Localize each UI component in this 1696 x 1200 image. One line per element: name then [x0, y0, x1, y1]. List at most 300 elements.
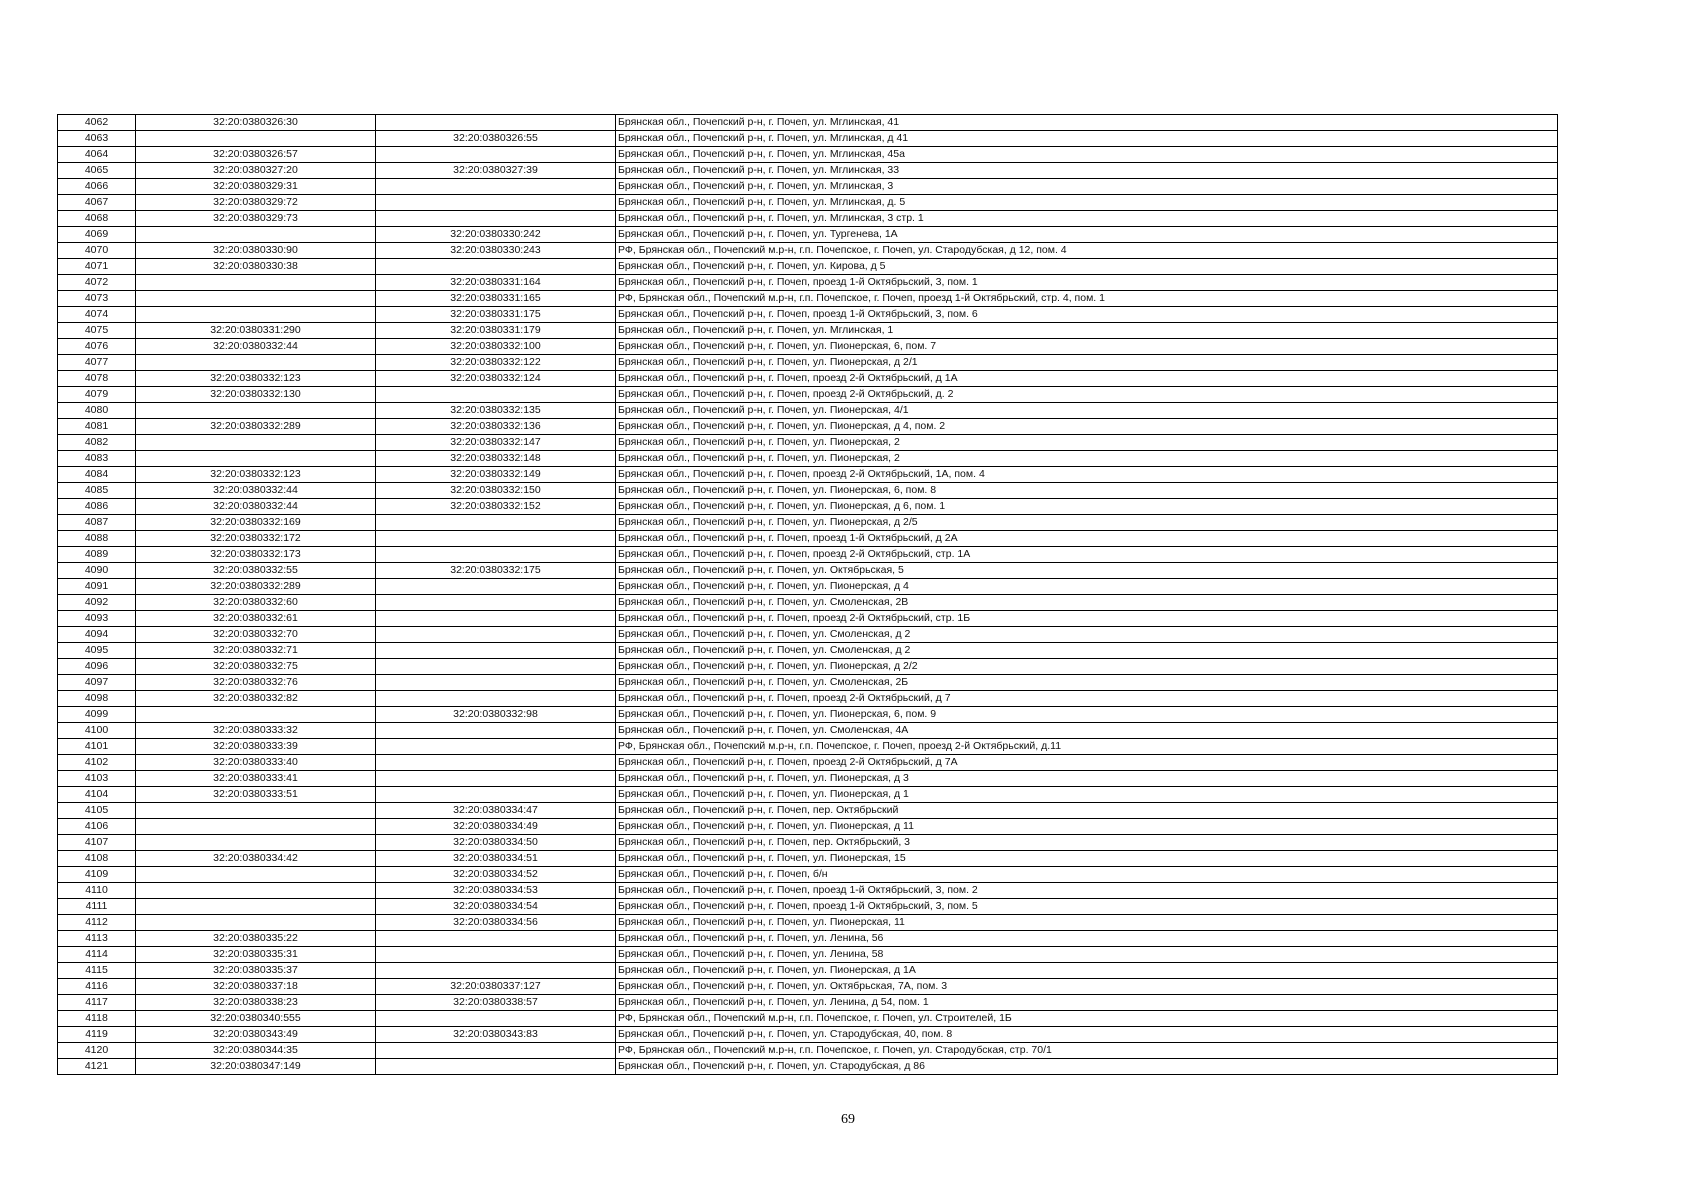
table-row: [58, 867, 1558, 883]
address-cell: РФ, Брянская обл., Почепский м.р-н, г.п. Почепское, г. Почеп, проезд 2-й Октябрьский, д.11: [616, 739, 1558, 755]
row-number-cell: 4116: [58, 979, 136, 995]
address-cell: Брянская обл., Почепский р-н, г. Почеп, ул. Смоленская, 4А: [616, 723, 1558, 739]
row-number-cell: 4063: [58, 131, 136, 147]
table-row: [58, 707, 1558, 723]
row-number-cell: 4107: [58, 835, 136, 851]
address-cell: Брянская обл., Почепский р-н, г. Почеп, проезд 2-й Октябрьский, стр. 1А: [616, 547, 1558, 563]
cadastral-number-parcel-cell: 32:20:0380344:35: [136, 1043, 376, 1059]
table-row: [58, 995, 1558, 1011]
address-cell: Брянская обл., Почепский р-н, г. Почеп, ул. Тургенева, 1А: [616, 227, 1558, 243]
table-row: [58, 515, 1558, 531]
row-number-cell: 4117: [58, 995, 136, 1011]
cadastral-number-parcel-cell: 32:20:0380327:20: [136, 163, 376, 179]
cadastral-number-building-cell: [376, 147, 616, 163]
address-cell: Брянская обл., Почепский р-н, г. Почеп, ул. Мглинская, 3: [616, 179, 1558, 195]
cadastral-number-building-cell: 32:20:0380331:179: [376, 323, 616, 339]
row-number-cell: 4113: [58, 931, 136, 947]
table-row: [58, 947, 1558, 963]
table-row: [58, 1043, 1558, 1059]
table-row: [58, 547, 1558, 563]
table-row: [58, 851, 1558, 867]
address-cell: Брянская обл., Почепский р-н, г. Почеп, ул. Мглинская, 3 стр. 1: [616, 211, 1558, 227]
row-number-cell: 4081: [58, 419, 136, 435]
address-cell: Брянская обл., Почепский р-н, г. Почеп, проезд 1-й Октябрьский, 3, пом. 5: [616, 899, 1558, 915]
cadastral-number-parcel-cell: 32:20:0380332:82: [136, 691, 376, 707]
row-number-cell: 4090: [58, 563, 136, 579]
cadastral-number-building-cell: [376, 755, 616, 771]
cadastral-number-building-cell: [376, 931, 616, 947]
table-row: [58, 403, 1558, 419]
cadastral-number-building-cell: [376, 1011, 616, 1027]
cadastral-number-parcel-cell: [136, 435, 376, 451]
cadastral-number-building-cell: 32:20:0380332:124: [376, 371, 616, 387]
table-row: [58, 307, 1558, 323]
cadastral-number-building-cell: [376, 787, 616, 803]
row-number-cell: 4089: [58, 547, 136, 563]
cadastral-number-parcel-cell: 32:20:0380332:123: [136, 467, 376, 483]
address-cell: Брянская обл., Почепский р-н, г. Почеп, проезд 1-й Октябрьский, д 2А: [616, 531, 1558, 547]
row-number-cell: 4071: [58, 259, 136, 275]
cadastral-number-parcel-cell: 32:20:0380333:51: [136, 787, 376, 803]
table-row: [58, 291, 1558, 307]
cadastral-number-parcel-cell: [136, 899, 376, 915]
table-row: [58, 611, 1558, 627]
row-number-cell: 4073: [58, 291, 136, 307]
cadastral-number-parcel-cell: 32:20:0380334:42: [136, 851, 376, 867]
row-number-cell: 4112: [58, 915, 136, 931]
cadastral-number-parcel-cell: 32:20:0380335:22: [136, 931, 376, 947]
row-number-cell: 4091: [58, 579, 136, 595]
row-number-cell: 4085: [58, 483, 136, 499]
address-cell: Брянская обл., Почепский р-н, г. Почеп, ул. Пионерская, д 4: [616, 579, 1558, 595]
table-row: [58, 803, 1558, 819]
table-row: [58, 979, 1558, 995]
table-row: [58, 675, 1558, 691]
table-row: [58, 419, 1558, 435]
cadastral-number-parcel-cell: [136, 883, 376, 899]
cadastral-number-building-cell: 32:20:0380332:150: [376, 483, 616, 499]
table-row: [58, 899, 1558, 915]
address-cell: Брянская обл., Почепский р-н, г. Почеп, ул. Пионерская, д 6, пом. 1: [616, 499, 1558, 515]
cadastral-number-parcel-cell: 32:20:0380329:73: [136, 211, 376, 227]
row-number-cell: 4079: [58, 387, 136, 403]
row-number-cell: 4111: [58, 899, 136, 915]
address-cell: Брянская обл., Почепский р-н, г. Почеп, ул. Пионерская, 6, пом. 7: [616, 339, 1558, 355]
table-row: [58, 195, 1558, 211]
table-row: [58, 659, 1558, 675]
row-number-cell: 4097: [58, 675, 136, 691]
cadastral-number-building-cell: 32:20:0380330:243: [376, 243, 616, 259]
table-row: [58, 179, 1558, 195]
row-number-cell: 4068: [58, 211, 136, 227]
cadastral-number-building-cell: 32:20:0380332:122: [376, 355, 616, 371]
address-cell: Брянская обл., Почепский р-н, г. Почеп, проезд 1-й Октябрьский, 3, пом. 1: [616, 275, 1558, 291]
row-number-cell: 4100: [58, 723, 136, 739]
cadastral-number-parcel-cell: [136, 275, 376, 291]
cadastral-number-parcel-cell: [136, 835, 376, 851]
cadastral-number-building-cell: [376, 211, 616, 227]
row-number-cell: 4093: [58, 611, 136, 627]
cadastral-number-building-cell: [376, 771, 616, 787]
table-row: [58, 211, 1558, 227]
cadastral-number-building-cell: [376, 1043, 616, 1059]
table-row: [58, 771, 1558, 787]
address-cell: Брянская обл., Почепский р-н, г. Почеп, ул. Пионерская, 2: [616, 451, 1558, 467]
cadastral-number-parcel-cell: 32:20:0380332:75: [136, 659, 376, 675]
cadastral-number-building-cell: [376, 195, 616, 211]
cadastral-number-building-cell: 32:20:0380331:164: [376, 275, 616, 291]
address-cell: Брянская обл., Почепский р-н, г. Почеп, ул. Пионерская, д 2/1: [616, 355, 1558, 371]
address-cell: Брянская обл., Почепский р-н, г. Почеп, ул. Пионерская, д 2/2: [616, 659, 1558, 675]
cadastral-number-parcel-cell: 32:20:0380347:149: [136, 1059, 376, 1075]
address-cell: Брянская обл., Почепский р-н, г. Почеп, ул. Кирова, д 5: [616, 259, 1558, 275]
address-cell: Брянская обл., Почепский р-н, г. Почеп, ул. Ленина, 56: [616, 931, 1558, 947]
table-row: [58, 435, 1558, 451]
cadastral-number-parcel-cell: 32:20:0380332:289: [136, 419, 376, 435]
cadastral-number-parcel-cell: 32:20:0380335:37: [136, 963, 376, 979]
row-number-cell: 4077: [58, 355, 136, 371]
address-cell: Брянская обл., Почепский р-н, г. Почеп, ул. Пионерская, д 4, пом. 2: [616, 419, 1558, 435]
cadastral-number-building-cell: 32:20:0380334:51: [376, 851, 616, 867]
row-number-cell: 4106: [58, 819, 136, 835]
address-cell: Брянская обл., Почепский р-н, г. Почеп, пер. Октябрьский, 3: [616, 835, 1558, 851]
row-number-cell: 4067: [58, 195, 136, 211]
cadastral-number-building-cell: 32:20:0380334:50: [376, 835, 616, 851]
row-number-cell: 4065: [58, 163, 136, 179]
row-number-cell: 4080: [58, 403, 136, 419]
table-row: [58, 963, 1558, 979]
row-number-cell: 4105: [58, 803, 136, 819]
cadastral-number-building-cell: [376, 675, 616, 691]
cadastral-number-building-cell: [376, 947, 616, 963]
row-number-cell: 4098: [58, 691, 136, 707]
address-cell: Брянская обл., Почепский р-н, г. Почеп, проезд 2-й Октябрьский, д 7А: [616, 755, 1558, 771]
cadastral-number-parcel-cell: [136, 227, 376, 243]
address-cell: Брянская обл., Почепский р-н, г. Почеп, проезд 1-й Октябрьский, 3, пом. 2: [616, 883, 1558, 899]
cadastral-number-building-cell: [376, 1059, 616, 1075]
cadastral-number-parcel-cell: 32:20:0380332:61: [136, 611, 376, 627]
table-row: [58, 323, 1558, 339]
address-cell: Брянская обл., Почепский р-н, г. Почеп, ул. Пионерская, 4/1: [616, 403, 1558, 419]
table-row: [58, 691, 1558, 707]
table-row: [58, 931, 1558, 947]
cadastral-number-building-cell: 32:20:0380332:135: [376, 403, 616, 419]
cadastral-number-building-cell: 32:20:0380334:52: [376, 867, 616, 883]
address-cell: Брянская обл., Почепский р-н, г. Почеп, ул. Мглинская, д 41: [616, 131, 1558, 147]
cadastral-number-building-cell: 32:20:0380330:242: [376, 227, 616, 243]
address-cell: Брянская обл., Почепский р-н, г. Почеп, проезд 2-й Октябрьский, д 7: [616, 691, 1558, 707]
address-cell: Брянская обл., Почепский р-н, г. Почеп, ул. Смоленская, 2В: [616, 595, 1558, 611]
cadastral-number-parcel-cell: 32:20:0380333:41: [136, 771, 376, 787]
cadastral-number-building-cell: 32:20:0380334:53: [376, 883, 616, 899]
cadastral-number-building-cell: [376, 259, 616, 275]
cadastral-number-building-cell: [376, 963, 616, 979]
cadastral-number-building-cell: 32:20:0380331:175: [376, 307, 616, 323]
row-number-cell: 4088: [58, 531, 136, 547]
cadastral-number-building-cell: [376, 179, 616, 195]
cadastral-number-parcel-cell: 32:20:0380332:44: [136, 483, 376, 499]
address-cell: РФ, Брянская обл., Почепский м.р-н, г.п. Почепское, г. Почеп, проезд 1-й Октябрьский, стр. 4, пом. 1: [616, 291, 1558, 307]
table-row: [58, 339, 1558, 355]
address-cell: Брянская обл., Почепский р-н, г. Почеп, ул. Пионерская, д 3: [616, 771, 1558, 787]
table-row: [58, 483, 1558, 499]
row-number-cell: 4069: [58, 227, 136, 243]
table-row: [58, 163, 1558, 179]
address-cell: Брянская обл., Почепский р-н, г. Почеп, ул. Пионерская, 15: [616, 851, 1558, 867]
cadastral-number-parcel-cell: [136, 307, 376, 323]
address-cell: Брянская обл., Почепский р-н, г. Почеп, ул. Мглинская, д. 5: [616, 195, 1558, 211]
table-row: [58, 755, 1558, 771]
row-number-cell: 4103: [58, 771, 136, 787]
cadastral-number-parcel-cell: 32:20:0380332:55: [136, 563, 376, 579]
cadastral-number-building-cell: [376, 627, 616, 643]
address-cell: Брянская обл., Почепский р-н, г. Почеп, проезд 2-й Октябрьский, д 1А: [616, 371, 1558, 387]
cadastral-number-parcel-cell: 32:20:0380332:173: [136, 547, 376, 563]
cadastral-number-parcel-cell: 32:20:0380332:70: [136, 627, 376, 643]
cadastral-number-parcel-cell: [136, 131, 376, 147]
cadastral-number-parcel-cell: 32:20:0380332:123: [136, 371, 376, 387]
row-number-cell: 4086: [58, 499, 136, 515]
address-cell: Брянская обл., Почепский р-н, г. Почеп, б/н: [616, 867, 1558, 883]
row-number-cell: 4096: [58, 659, 136, 675]
cadastral-number-building-cell: 32:20:0380332:136: [376, 419, 616, 435]
cadastral-number-building-cell: 32:20:0380334:49: [376, 819, 616, 835]
table-row: [58, 883, 1558, 899]
row-number-cell: 4072: [58, 275, 136, 291]
row-number-cell: 4074: [58, 307, 136, 323]
cadastral-number-parcel-cell: 32:20:0380332:76: [136, 675, 376, 691]
row-number-cell: 4095: [58, 643, 136, 659]
cadastral-number-parcel-cell: [136, 915, 376, 931]
cadastral-number-building-cell: 32:20:0380326:55: [376, 131, 616, 147]
table-row: [58, 739, 1558, 755]
table-row: [58, 451, 1558, 467]
table-row: [58, 531, 1558, 547]
cadastral-number-parcel-cell: 32:20:0380337:18: [136, 979, 376, 995]
table-row: [58, 355, 1558, 371]
cadastral-number-parcel-cell: [136, 819, 376, 835]
table-row: [58, 1059, 1558, 1075]
cadastral-number-building-cell: [376, 723, 616, 739]
row-number-cell: 4108: [58, 851, 136, 867]
cadastral-number-building-cell: [376, 387, 616, 403]
row-number-cell: 4099: [58, 707, 136, 723]
table-row: [58, 643, 1558, 659]
table-row: [58, 371, 1558, 387]
cadastral-number-building-cell: [376, 547, 616, 563]
table-row: [58, 723, 1558, 739]
row-number-cell: 4070: [58, 243, 136, 259]
address-cell: Брянская обл., Почепский р-н, г. Почеп, ул. Мглинская, 33: [616, 163, 1558, 179]
table-row: [58, 115, 1558, 131]
address-cell: РФ, Брянская обл., Почепский м.р-н, г.п. Почепское, г. Почеп, ул. Стародубская, стр. 70/1: [616, 1043, 1558, 1059]
cadastral-number-building-cell: 32:20:0380327:39: [376, 163, 616, 179]
row-number-cell: 4066: [58, 179, 136, 195]
cadastral-number-parcel-cell: 32:20:0380338:23: [136, 995, 376, 1011]
page-number: 69: [841, 1112, 855, 1127]
cadastral-number-parcel-cell: 32:20:0380331:290: [136, 323, 376, 339]
row-number-cell: 4101: [58, 739, 136, 755]
cadastral-number-building-cell: [376, 611, 616, 627]
cadastral-number-parcel-cell: 32:20:0380332:71: [136, 643, 376, 659]
cadastral-number-building-cell: 32:20:0380332:147: [376, 435, 616, 451]
address-cell: Брянская обл., Почепский р-н, г. Почеп, ул. Мглинская, 41: [616, 115, 1558, 131]
row-number-cell: 4075: [58, 323, 136, 339]
address-cell: Брянская обл., Почепский р-н, г. Почеп, ул. Ленина, 58: [616, 947, 1558, 963]
address-cell: Брянская обл., Почепский р-н, г. Почеп, ул. Смоленская, 2Б: [616, 675, 1558, 691]
row-number-cell: 4083: [58, 451, 136, 467]
table-row: [58, 243, 1558, 259]
table-body: [58, 115, 1558, 1075]
cadastral-number-building-cell: 32:20:0380331:165: [376, 291, 616, 307]
address-cell: Брянская обл., Почепский р-н, г. Почеп, ул. Октябрьская, 5: [616, 563, 1558, 579]
cadastral-number-building-cell: [376, 595, 616, 611]
cadastral-number-parcel-cell: [136, 451, 376, 467]
row-number-cell: 4114: [58, 947, 136, 963]
address-cell: Брянская обл., Почепский р-н, г. Почеп, проезд 2-й Октябрьский, д. 2: [616, 387, 1558, 403]
address-cell: Брянская обл., Почепский р-н, г. Почеп, ул. Пионерская, 6, пом. 8: [616, 483, 1558, 499]
cadastral-number-building-cell: [376, 531, 616, 547]
cadastral-number-parcel-cell: 32:20:0380333:40: [136, 755, 376, 771]
address-cell: Брянская обл., Почепский р-н, г. Почеп, ул. Смоленская, д 2: [616, 643, 1558, 659]
cadastral-number-parcel-cell: [136, 291, 376, 307]
address-cell: Брянская обл., Почепский р-н, г. Почеп, ул. Пионерская, д 1: [616, 787, 1558, 803]
table-row: [58, 835, 1558, 851]
cadastral-number-parcel-cell: 32:20:0380326:57: [136, 147, 376, 163]
address-cell: Брянская обл., Почепский р-н, г. Почеп, ул. Пионерская, 6, пом. 9: [616, 707, 1558, 723]
address-cell: Брянская обл., Почепский р-н, г. Почеп, ул. Ленина, д 54, пом. 1: [616, 995, 1558, 1011]
table-row: [58, 387, 1558, 403]
cadastral-number-building-cell: [376, 115, 616, 131]
address-cell: Брянская обл., Почепский р-н, г. Почеп, ул. Октябрьская, 7А, пом. 3: [616, 979, 1558, 995]
row-number-cell: 4062: [58, 115, 136, 131]
table-row: [58, 259, 1558, 275]
cadastral-number-parcel-cell: 32:20:0380332:130: [136, 387, 376, 403]
table-row: [58, 579, 1558, 595]
table-row: [58, 915, 1558, 931]
cadastral-number-building-cell: 32:20:0380337:127: [376, 979, 616, 995]
table-row: [58, 595, 1558, 611]
cadastral-number-parcel-cell: 32:20:0380333:39: [136, 739, 376, 755]
cadastral-number-parcel-cell: 32:20:0380329:72: [136, 195, 376, 211]
table-row: [58, 147, 1558, 163]
row-number-cell: 4092: [58, 595, 136, 611]
table-row: [58, 819, 1558, 835]
cadastral-number-building-cell: 32:20:0380338:57: [376, 995, 616, 1011]
cadastral-number-building-cell: 32:20:0380343:83: [376, 1027, 616, 1043]
table-row: [58, 787, 1558, 803]
row-number-cell: 4076: [58, 339, 136, 355]
cadastral-number-parcel-cell: 32:20:0380332:44: [136, 499, 376, 515]
row-number-cell: 4064: [58, 147, 136, 163]
address-cell: Брянская обл., Почепский р-н, г. Почеп, ул. Пионерская, д 1А: [616, 963, 1558, 979]
cadastral-number-parcel-cell: 32:20:0380332:169: [136, 515, 376, 531]
address-cell: Брянская обл., Почепский р-н, г. Почеп, ул. Стародубская, 40, пом. 8: [616, 1027, 1558, 1043]
cadastral-number-building-cell: [376, 659, 616, 675]
address-cell: РФ, Брянская обл., Почепский м.р-н, г.п. Почепское, г. Почеп, ул. Стародубская, д 12, пом. 4: [616, 243, 1558, 259]
table-row: [58, 1027, 1558, 1043]
row-number-cell: 4110: [58, 883, 136, 899]
cadastral-number-parcel-cell: 32:20:0380333:32: [136, 723, 376, 739]
cadastral-number-parcel-cell: 32:20:0380332:172: [136, 531, 376, 547]
cadastral-number-parcel-cell: 32:20:0380332:289: [136, 579, 376, 595]
cadastral-number-parcel-cell: 32:20:0380330:38: [136, 259, 376, 275]
address-cell: Брянская обл., Почепский р-н, г. Почеп, ул. Смоленская, д 2: [616, 627, 1558, 643]
cadastral-number-building-cell: 32:20:0380332:149: [376, 467, 616, 483]
cadastral-number-building-cell: 32:20:0380334:47: [376, 803, 616, 819]
cadastral-number-building-cell: [376, 579, 616, 595]
table-row: [58, 499, 1558, 515]
cadastral-number-building-cell: 32:20:0380332:152: [376, 499, 616, 515]
row-number-cell: 4084: [58, 467, 136, 483]
cadastral-number-parcel-cell: [136, 867, 376, 883]
cadastral-number-building-cell: 32:20:0380332:98: [376, 707, 616, 723]
cadastral-number-parcel-cell: [136, 355, 376, 371]
cadastral-number-parcel-cell: 32:20:0380335:31: [136, 947, 376, 963]
row-number-cell: 4120: [58, 1043, 136, 1059]
cadastral-number-parcel-cell: 32:20:0380340:555: [136, 1011, 376, 1027]
row-number-cell: 4121: [58, 1059, 136, 1075]
cadastral-number-parcel-cell: 32:20:0380332:44: [136, 339, 376, 355]
address-cell: Брянская обл., Почепский р-н, г. Почеп, ул. Стародубская, д 86: [616, 1059, 1558, 1075]
address-cell: Брянская обл., Почепский р-н, г. Почеп, проезд 2-й Октябрьский, 1А, пом. 4: [616, 467, 1558, 483]
table-row: [58, 131, 1558, 147]
cadastral-number-building-cell: [376, 515, 616, 531]
table-row: [58, 227, 1558, 243]
address-cell: Брянская обл., Почепский р-н, г. Почеп, пер. Октябрьский: [616, 803, 1558, 819]
row-number-cell: 4082: [58, 435, 136, 451]
address-cell: Брянская обл., Почепский р-н, г. Почеп, ул. Мглинская, 45а: [616, 147, 1558, 163]
table-row: [58, 275, 1558, 291]
address-cell: Брянская обл., Почепский р-н, г. Почеп, ул. Пионерская, д 2/5: [616, 515, 1558, 531]
cadastral-number-parcel-cell: 32:20:0380343:49: [136, 1027, 376, 1043]
cadastral-number-parcel-cell: [136, 707, 376, 723]
cadastral-table: [57, 114, 1558, 1075]
cadastral-number-building-cell: 32:20:0380334:54: [376, 899, 616, 915]
cadastral-number-building-cell: 32:20:0380332:148: [376, 451, 616, 467]
table-row: [58, 563, 1558, 579]
row-number-cell: 4115: [58, 963, 136, 979]
row-number-cell: 4094: [58, 627, 136, 643]
cadastral-number-parcel-cell: [136, 803, 376, 819]
row-number-cell: 4104: [58, 787, 136, 803]
address-cell: Брянская обл., Почепский р-н, г. Почеп, проезд 1-й Октябрьский, 3, пом. 6: [616, 307, 1558, 323]
address-cell: Брянская обл., Почепский р-н, г. Почеп, ул. Мглинская, 1: [616, 323, 1558, 339]
table-row: [58, 467, 1558, 483]
row-number-cell: 4087: [58, 515, 136, 531]
cadastral-number-building-cell: 32:20:0380332:100: [376, 339, 616, 355]
address-cell: РФ, Брянская обл., Почепский м.р-н, г.п. Почепское, г. Почеп, ул. Строителей, 1Б: [616, 1011, 1558, 1027]
row-number-cell: 4078: [58, 371, 136, 387]
cadastral-number-building-cell: [376, 643, 616, 659]
address-cell: Брянская обл., Почепский р-н, г. Почеп, проезд 2-й Октябрьский, стр. 1Б: [616, 611, 1558, 627]
cadastral-number-parcel-cell: 32:20:0380326:30: [136, 115, 376, 131]
address-cell: Брянская обл., Почепский р-н, г. Почеп, ул. Пионерская, д 11: [616, 819, 1558, 835]
address-cell: Брянская обл., Почепский р-н, г. Почеп, ул. Пионерская, 11: [616, 915, 1558, 931]
cadastral-number-parcel-cell: 32:20:0380329:31: [136, 179, 376, 195]
row-number-cell: 4118: [58, 1011, 136, 1027]
cadastral-number-parcel-cell: [136, 403, 376, 419]
row-number-cell: 4109: [58, 867, 136, 883]
row-number-cell: 4119: [58, 1027, 136, 1043]
cadastral-number-parcel-cell: 32:20:0380332:60: [136, 595, 376, 611]
table-row: [58, 627, 1558, 643]
cadastral-number-building-cell: [376, 691, 616, 707]
address-cell: Брянская обл., Почепский р-н, г. Почеп, ул. Пионерская, 2: [616, 435, 1558, 451]
row-number-cell: 4102: [58, 755, 136, 771]
cadastral-number-building-cell: 32:20:0380334:56: [376, 915, 616, 931]
cadastral-number-building-cell: [376, 739, 616, 755]
